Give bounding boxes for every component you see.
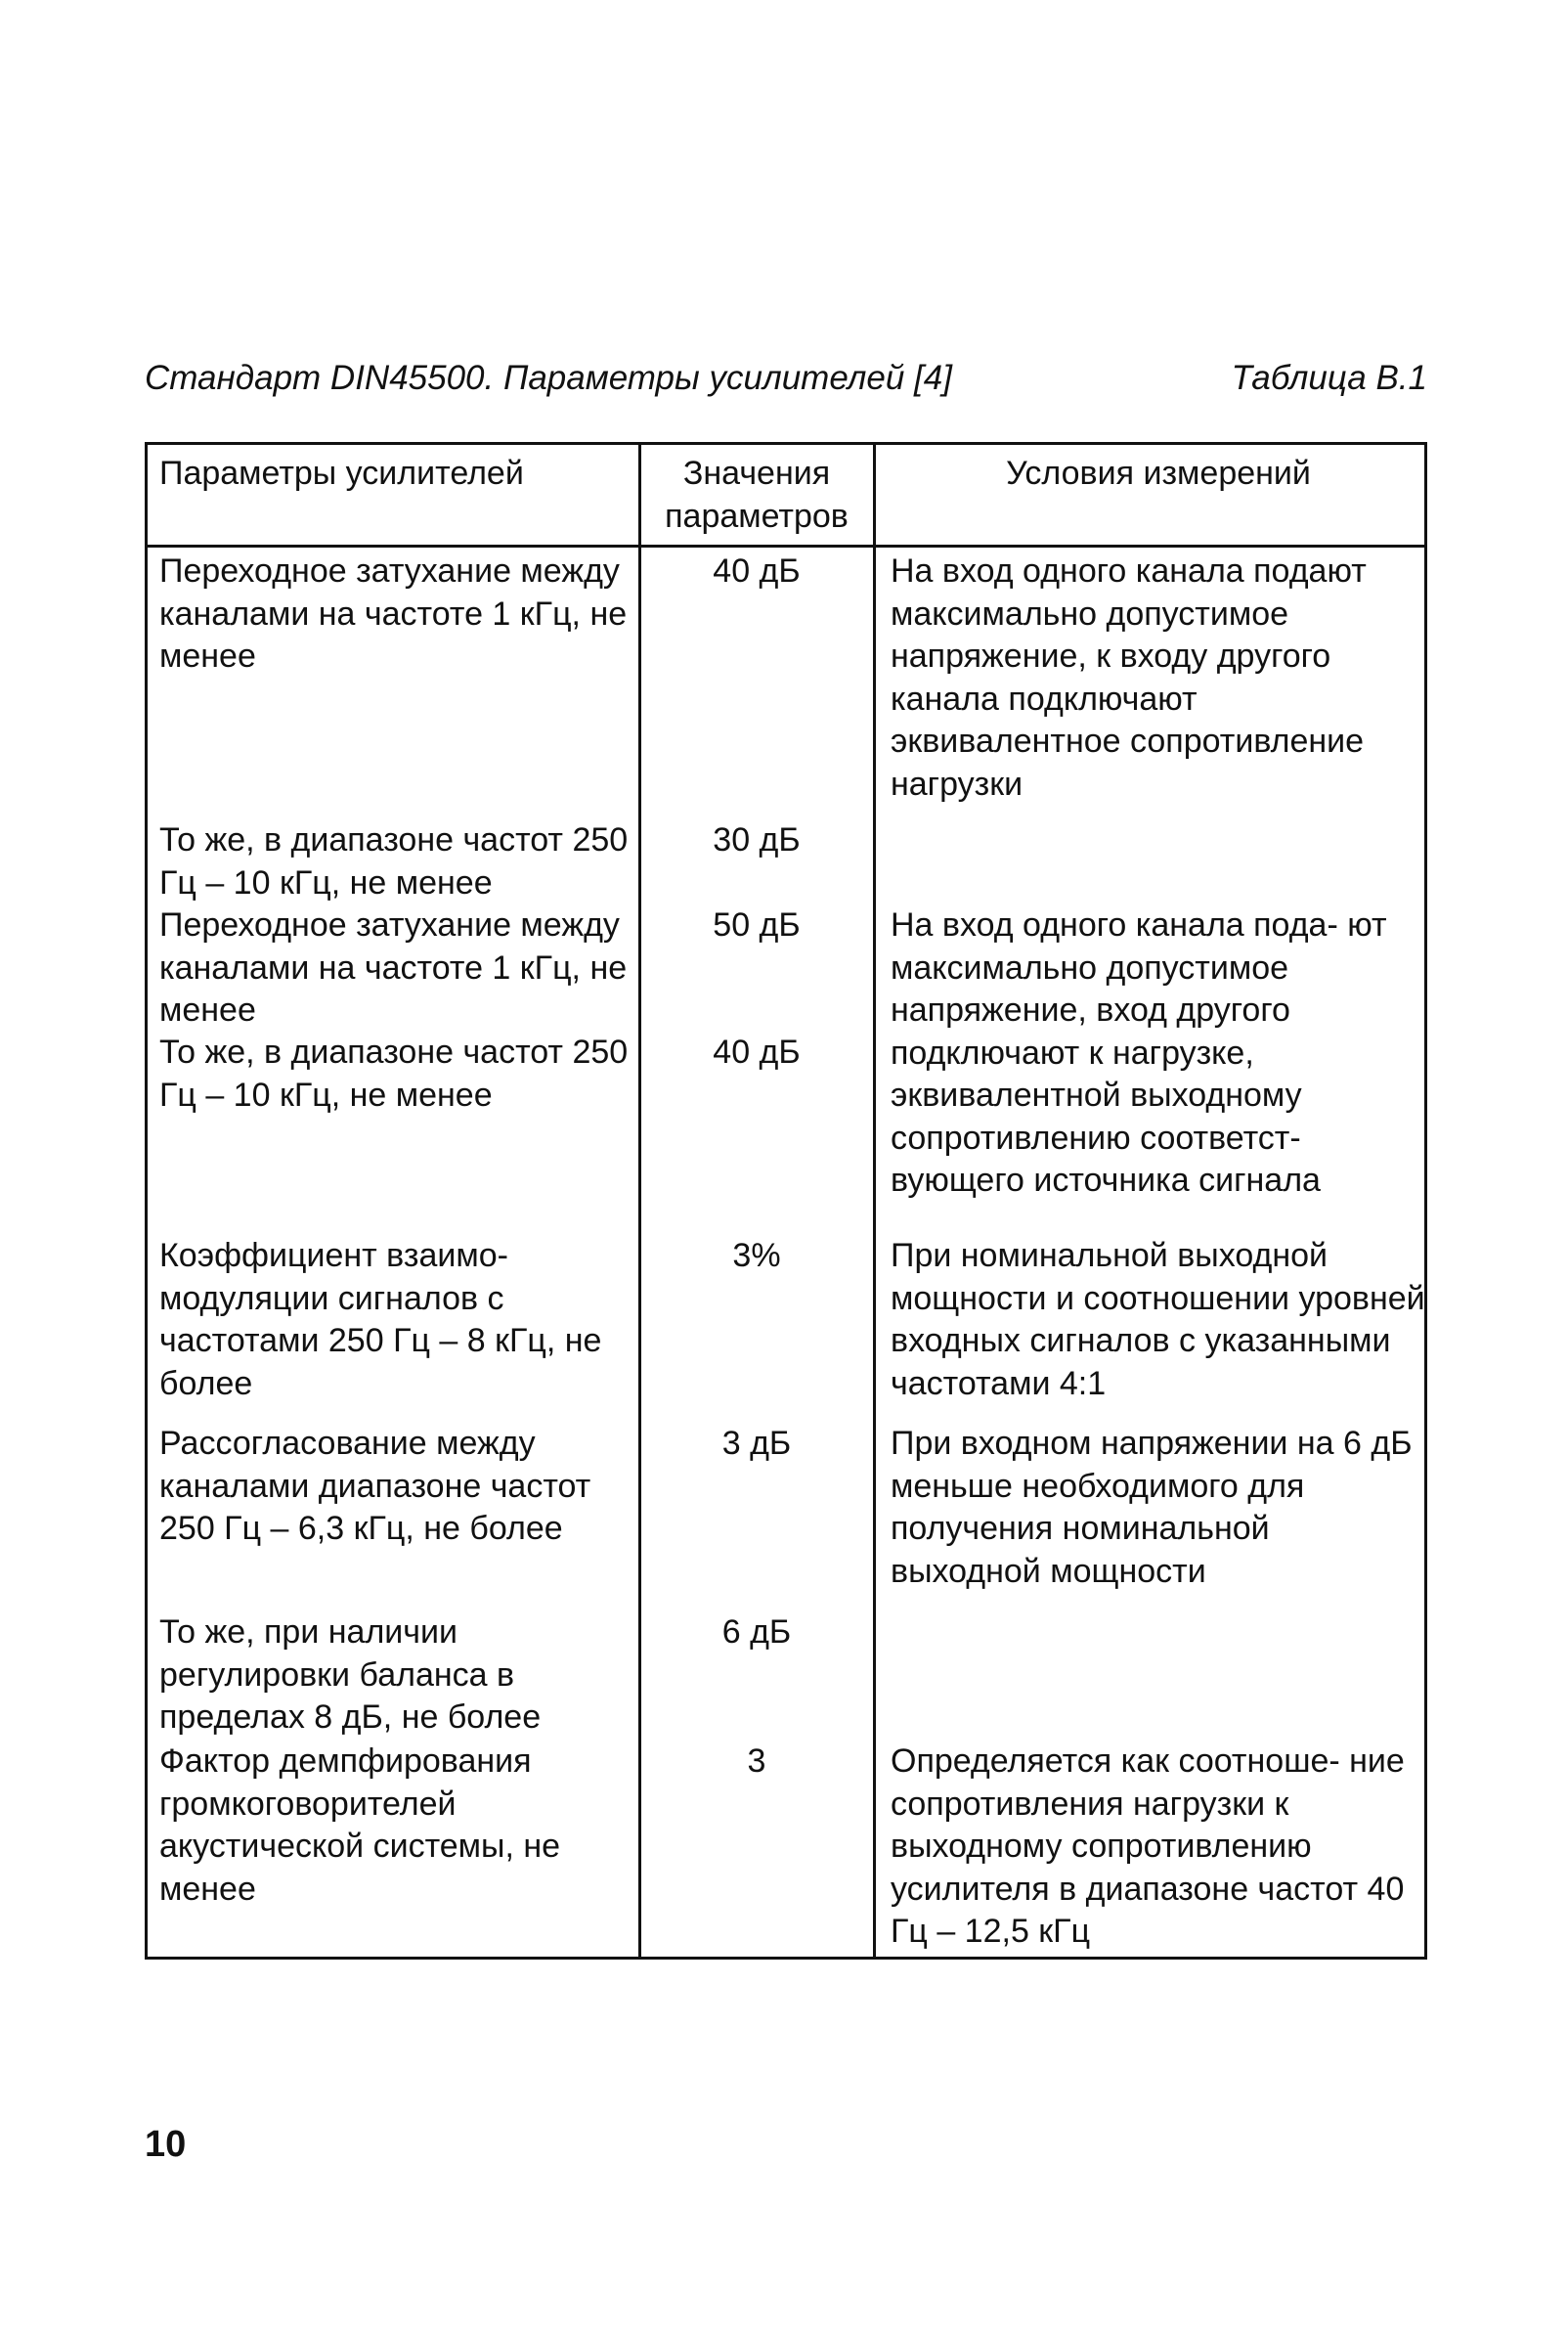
- table-row-value: 3 дБ: [721, 1425, 792, 1462]
- table-row-param: Коэффициент взаимо- модуляции сигналов с частотами 250 Гц – 8 кГц, не более: [159, 1237, 602, 1402]
- table-row-condition: При номинальной выходной мощности и соотношении уровней входных сигналов с указанными частотами 4:1: [891, 1237, 1425, 1402]
- table-row-value: 3%: [732, 1237, 781, 1274]
- column-divider: [873, 445, 876, 1957]
- table-row-param: Рассогласование между каналами диапазоне частот 250 Гц – 6,3 кГц, не более: [159, 1425, 591, 1547]
- table-label: Таблица В.1: [1231, 359, 1427, 397]
- header-conditions: Условия измерений: [1006, 455, 1311, 492]
- table-row-value: 3: [747, 1742, 766, 1780]
- table-row-param: То же, в диапазоне частот 250 Гц – 10 кГц, не менее: [159, 1034, 629, 1114]
- table-caption: [145, 354, 1427, 403]
- table-row-param: То же, при наличии регулировки баланса в пределах 8 дБ, не более: [159, 1613, 542, 1736]
- table-row-param: То же, в диапазоне частот 250 Гц – 10 кГц, не менее: [159, 821, 629, 902]
- table-row-value: 40 дБ: [713, 1034, 801, 1071]
- table-row-value: 30 дБ: [713, 821, 801, 859]
- parameters-table: [145, 442, 1427, 1960]
- table-row-param: Переходное затухание между каналами на частоте 1 кГц, не менее: [159, 906, 628, 1029]
- page-number: 10: [145, 2124, 187, 2165]
- table-row-value: 50 дБ: [713, 906, 801, 944]
- table-row-condition: На вход одного канала подают максимально допустимое напряжение, к входу другого канала подключают эквивалентное сопротивление нагрузки: [891, 552, 1367, 803]
- table-row-condition: Определяется как соотноше- ние сопротивления нагрузки к выходному сопротивлению усилителя в диапазоне частот 40 Гц – 12,5 кГц: [891, 1742, 1405, 1950]
- header-divider: [148, 545, 1424, 548]
- column-divider: [638, 445, 641, 1957]
- table-row-param: Переходное затухание между каналами на частоте 1 кГц, не менее: [159, 552, 628, 675]
- table-title: Стандарт DIN45500. Параметры усилителей [4]: [145, 359, 952, 397]
- table-row-value: 6 дБ: [721, 1613, 792, 1651]
- table-row-param: Фактор демпфирования громкоговорителей акустической системы, не менее: [159, 1742, 561, 1908]
- header-parameters: Параметры усилителей: [159, 455, 524, 492]
- table-row-condition: При входном напряжении на 6 дБ меньше необходимого для получения номинальной выходной мощности: [891, 1425, 1413, 1590]
- header-values: Значения параметров: [665, 455, 849, 535]
- table-row-condition: На вход одного канала пода- ют максимально допустимое напряжение, вход другого подключают к нагрузке, эквивалентной выходному сопротивлению соответст- вующего источника сигнала: [891, 906, 1387, 1199]
- table-row-value: 40 дБ: [713, 552, 801, 590]
